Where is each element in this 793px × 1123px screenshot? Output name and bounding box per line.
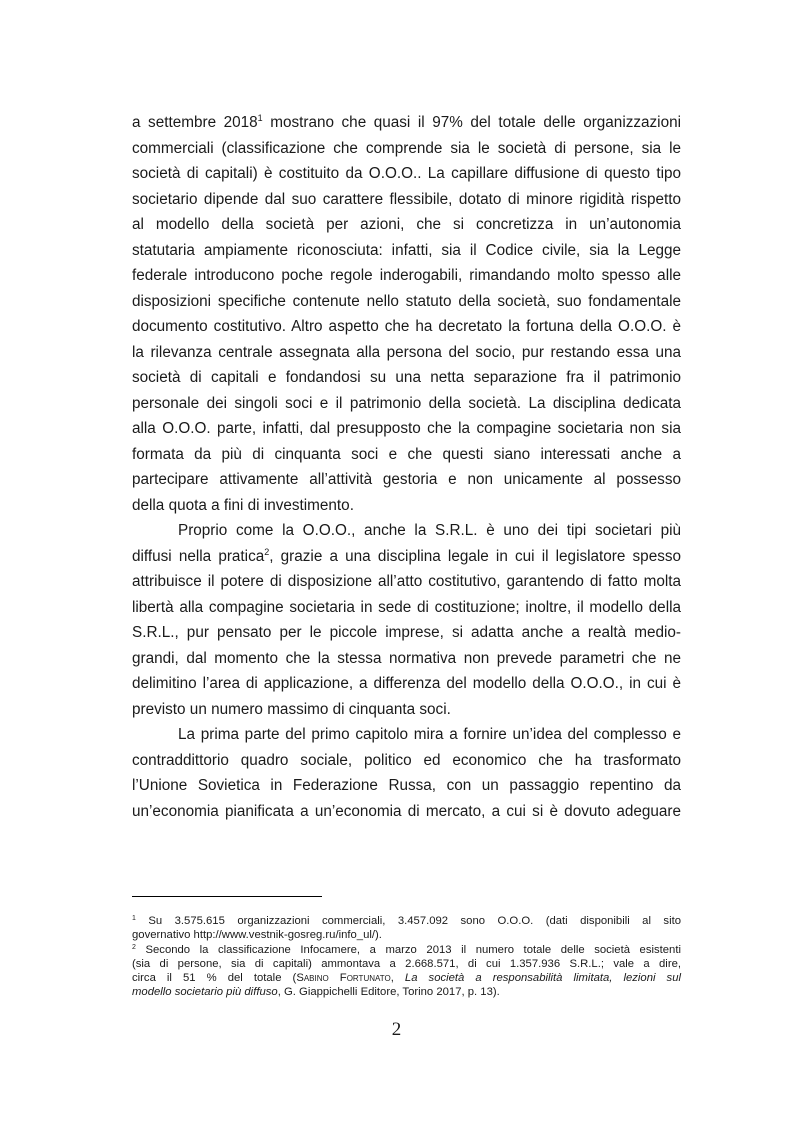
body-line [132, 748, 681, 774]
body-line [132, 187, 681, 213]
body-line [132, 442, 681, 468]
body-line [132, 595, 681, 621]
body-line [132, 620, 681, 646]
footnote-separator [132, 896, 322, 897]
footnote-ref: 1 [257, 113, 263, 123]
body-line [132, 493, 681, 519]
footnote-1-marker: 1 [132, 915, 136, 922]
body-line [132, 161, 681, 187]
body-line [132, 263, 681, 289]
body-line-text: delimitino l’area di applicazione, a differenza del modello della O.O.O., in cui è [132, 675, 681, 692]
footnote-2-author: Sabino Fortunato [296, 972, 391, 985]
body-line-text: La prima parte del primo capitolo mira a fornire un’idea del complesso e [178, 726, 681, 743]
body-line-text: S.R.L., pur pensato per le piccole imprese, si adatta anche a realtà medio- [132, 624, 681, 641]
footnote-2-text-cont: (sia di persone, sia di capitali) ammontava a 2.668.571, di cui 1.357.936 S.R.L.; vale a dire, [132, 957, 681, 970]
footnote-2-line-3 [132, 971, 681, 985]
body-line [132, 314, 681, 340]
body-line [132, 697, 681, 723]
body-line [132, 289, 681, 315]
body-line-text: federale introducono poche regole inderogabili, rimandando molto spesso alle [132, 267, 681, 284]
body-line-text: la rilevanza centrale assegnata alla persona del socio, pur restando essa una [132, 343, 681, 361]
body-line [132, 467, 681, 493]
body-line [132, 569, 681, 595]
body-line-text-cont: mostrano che quasi il 97% del totale delle organizzazioni [262, 114, 681, 131]
body-line [132, 722, 681, 748]
body-line-text: societario dipende dal suo carattere flessibile, dotato di minore rigidità rispetto [132, 190, 681, 208]
body-line [132, 365, 681, 391]
body-text [132, 110, 681, 824]
body-line-text: partecipare attivamente all’attività gestoria e non unicamente al possesso [132, 471, 681, 488]
body-line-text: società di capitali) è costituito da O.O.O.. La capillare diffusione di questo tipo [132, 165, 681, 182]
body-line-text: società di capitali e fondandosi su una netta separazione fra il patrimonio [132, 369, 681, 386]
body-line [132, 799, 681, 825]
body-line [132, 212, 681, 238]
footnote-2-text-pre: circa il 51 % del totale ( [132, 972, 297, 985]
body-line-text: documento costitutivo. Altro aspetto che ha decretato la fortuna della O.O.O. è [132, 318, 681, 335]
footnote-2-publisher: , G. Giappichelli Editore, Torino 2017, p. 13). [277, 986, 500, 999]
body-line [132, 671, 681, 697]
footnote-2-line-4 [132, 985, 681, 999]
body-line-text: commerciali (classificazione che comprende sia le società di persone, sia le [132, 139, 681, 157]
footnote-2-line-1 [132, 943, 681, 957]
body-line [132, 416, 681, 442]
body-line [132, 646, 681, 672]
body-line-text: attribuisce il potere di disposizione all’atto costitutivo, garantendo di fatto molta [132, 573, 681, 590]
body-line-text: al modello della società per azioni, che si concretizza in un’autonomia [132, 216, 681, 233]
body-line-text: l’Unione Sovietica in Federazione Russa, con un passaggio repentino da [132, 777, 681, 794]
footnote-2-title: La società a responsabilità limitata, lezioni sul [404, 972, 682, 985]
body-line-text: un’economia pianificata a un’economia di mercato, a cui si è dovuto adeguare [132, 802, 681, 820]
body-line [132, 391, 681, 417]
body-line-text: Proprio come la O.O.O., anche la S.R.L. è uno dei tipi societari più [178, 522, 681, 539]
body-line-text: libertà alla compagine societaria in sede di costituzione; inoltre, il modello della [132, 598, 681, 616]
footnotes [132, 914, 681, 1000]
body-line-text: personale dei singoli soci e il patrimonio della società. La disciplina dedicata [132, 394, 681, 412]
body-line-text: a settembre 2018 [132, 114, 258, 131]
footnote-1-text-cont: governativo http://www.vestnik-gosreg.ru/info_ul/). [132, 929, 382, 942]
body-line [132, 518, 681, 544]
body-line [132, 136, 681, 162]
footnote-1-line-2 [132, 928, 681, 942]
body-line-text: alla O.O.O. parte, infatti, dal presupposto che la compagine societaria non sia [132, 420, 681, 437]
body-line [132, 110, 681, 136]
footnote-2-title-cont: modello societario più diffuso [132, 986, 278, 999]
footnote-2-text: Secondo la classificazione Infocamere, a marzo 2013 il numero totale delle società esistenti [135, 943, 681, 956]
body-line [132, 544, 681, 570]
body-line-text: contraddittorio quadro sociale, politico ed economico che ha trasformato [132, 751, 681, 769]
body-line-text: della quota a fini di investimento. [132, 496, 354, 514]
footnote-1-line-1 [132, 914, 681, 928]
page-number: 2 [391, 1019, 402, 1040]
body-line-text: formata da più di cinquanta soci e che questi siano interessati anche a [132, 445, 681, 463]
footnote-2-comma: , [390, 972, 405, 985]
body-line-text-cont: , grazie a una disciplina legale in cui il legislatore spesso [269, 547, 682, 565]
footnote-1-text: Su 3.575.615 organizzazioni commerciali, 3.457.092 sono O.O.O. (dati disponibili al sito [135, 915, 681, 927]
body-line [132, 773, 681, 799]
body-line [132, 340, 681, 366]
footnote-ref: 2 [264, 546, 270, 557]
footnote-2-marker: 2 [132, 943, 136, 951]
body-line-text: disposizioni specifiche contenute nello statuto della società, suo fondamentale [132, 292, 681, 310]
footnote-2-line-2 [132, 957, 681, 971]
body-line-text: previsto un numero massimo di cinquanta soci. [132, 700, 451, 718]
body-line [132, 238, 681, 264]
body-line-text: grandi, dal momento che la stessa normativa non prevede parametri che ne [132, 649, 681, 667]
body-line-text: statutaria ampiamente riconosciuta: infatti, sia il Codice civile, sia la Legge [132, 241, 681, 259]
body-line-text: diffusi nella pratica [132, 547, 265, 565]
